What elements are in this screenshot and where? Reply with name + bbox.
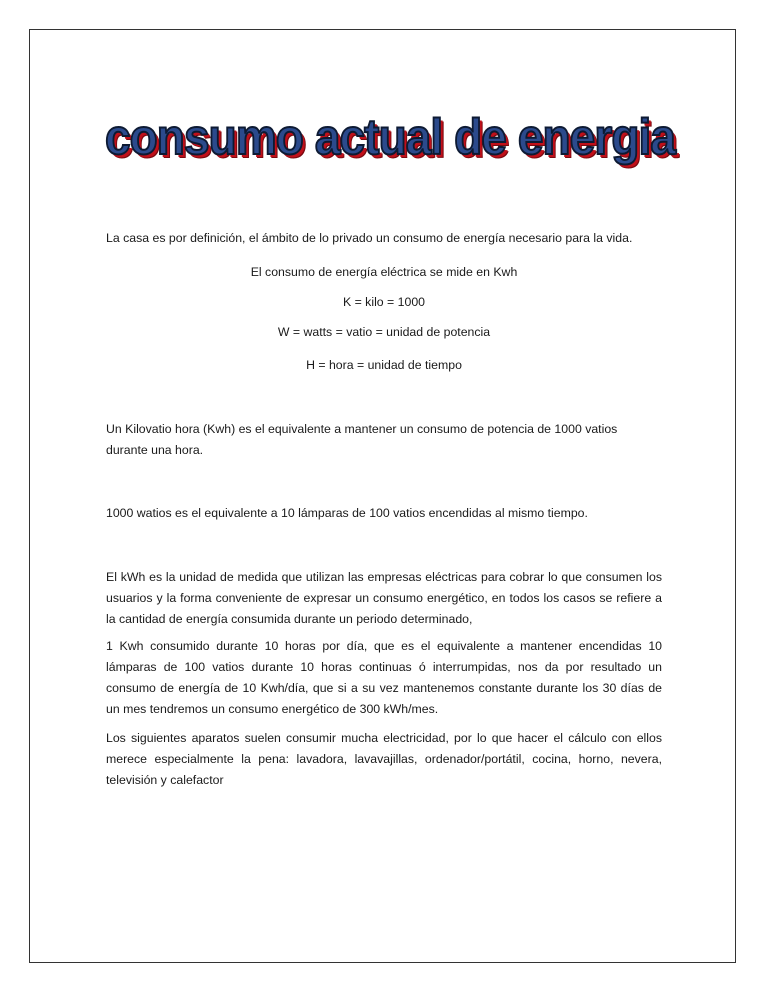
- document-title: consumo actual de energia: [104, 109, 676, 165]
- hour-definition: H = hora = unidad de tiempo: [306, 358, 462, 372]
- intro-paragraph: La casa es por definición, el ámbito de lo privado un consumo de energía necesario para la vida.: [106, 231, 633, 245]
- kilo-definition: K = kilo = 1000: [342, 295, 426, 309]
- page-border: [29, 29, 736, 963]
- lamps-equivalence-paragraph: 1000 watios es el equivalente a 10 lámparas de 100 vatios encendidas al mismo tiempo.: [106, 506, 588, 520]
- measurement-line: El consumo de energía eléctrica se mide en Kwh: [250, 265, 518, 279]
- kwh-definition-paragraph: Un Kilovatio hora (Kwh) es el equivalente a mantener un consumo de potencia de 1000 vatios durante una hora.: [106, 422, 618, 457]
- appliances-paragraph: Los siguientes aparatos suelen consumir mucha electricidad, por lo que hacer el cálculo con ellos merece especialmente la pena: lavadora, lavavajillas, ordenador/portátil, cocina, horno, nevera, televisión y calefactor: [106, 731, 662, 787]
- kwh-unit-paragraph: El kWh es la unidad de medida que utilizan las empresas eléctricas para cobrar lo que consumen los usuarios y la forma conveniente de expresar un consumo energético, en todos los casos se refiere a la cantidad de energía consumida durante un periodo determinado,: [106, 570, 662, 626]
- consumption-example-paragraph: 1 Kwh consumido durante 10 horas por día, que es el equivalente a mantener encendidas 10 lámparas de 100 vatios durante 10 horas continuas ó interrumpidas, nos da por resultado un consumo de energía de 10 Kwh/día, que si a su vez mantenemos constante durante los 30 días de un mes tendremos un consumo energético de 300 kWh/mes.: [106, 639, 662, 716]
- watts-definition: W = watts = vatio = unidad de potencia: [277, 325, 491, 339]
